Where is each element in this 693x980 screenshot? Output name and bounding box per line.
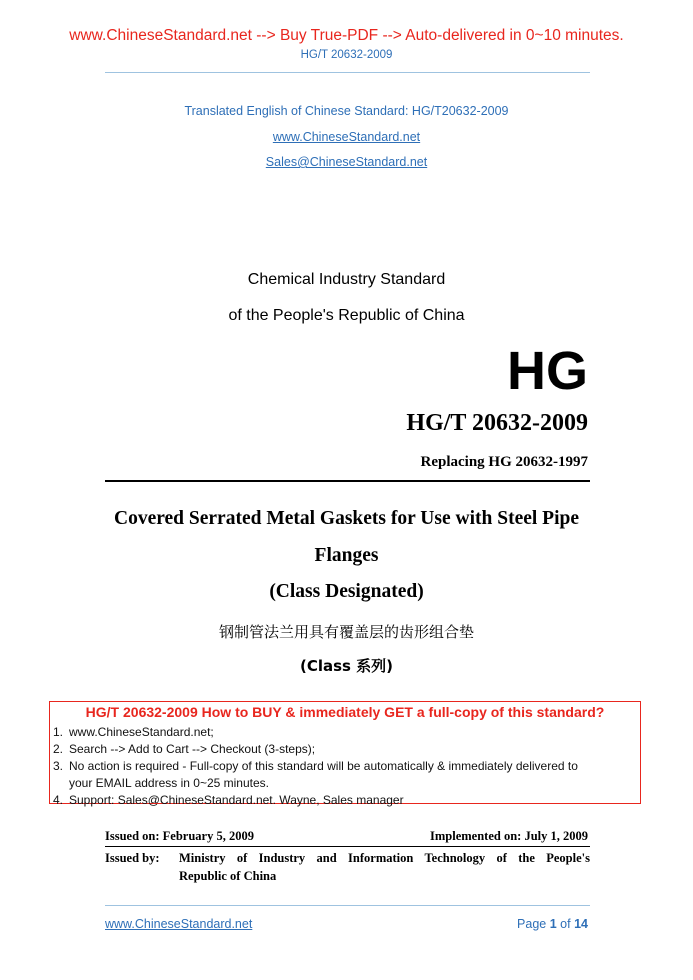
implemented-on: Implemented on: July 1, 2009 <box>430 829 588 843</box>
document-title-line1: Covered Serrated Metal Gaskets for Use with Steel Pipe <box>113 508 579 529</box>
hg-logo: HG <box>507 341 588 401</box>
document-title-line2: Flanges <box>314 545 379 566</box>
document-subtitle: (Class Designated) <box>269 581 424 602</box>
page-current: 1 <box>549 917 557 931</box>
intro-website-row <box>0 130 693 144</box>
intro-email-row <box>0 155 693 169</box>
chinese-class: (Class 系列) <box>299 657 394 675</box>
issued-on: Issued on: February 5, 2009 <box>105 829 254 843</box>
list-text: Support: Sales@ChineseStandard.net. Wayne, Sales manager <box>69 793 404 807</box>
list-text: your EMAIL address in 0~25 minutes. <box>69 776 269 790</box>
list-number: 2. <box>53 742 64 756</box>
list-text: Search --> Add to Cart --> Checkout (3-steps); <box>69 742 316 756</box>
standard-code: HG/T 20632-2009 <box>406 410 588 436</box>
issue-divider <box>105 846 590 847</box>
list-number: 4. <box>53 793 64 807</box>
list-item <box>53 724 578 741</box>
website-link[interactable]: www.ChineseStandard.net <box>272 130 421 144</box>
buy-box-title: HG/T 20632-2009 How to BUY & immediately GET a full-copy of this standard? <box>85 704 605 720</box>
page-total: 14 <box>574 917 588 931</box>
list-item <box>53 775 578 792</box>
list-item <box>53 792 578 809</box>
buy-info-box <box>49 701 641 807</box>
footer-website-link[interactable]: www.ChineseStandard.net <box>105 917 253 931</box>
list-text[interactable]: www.ChineseStandard.net; <box>69 725 214 739</box>
list-text: No action is required - Full-copy of this standard will be automatically & immediately delivered to <box>69 759 578 773</box>
list-item <box>53 741 578 758</box>
replacing-note: Replacing HG 20632-1997 <box>420 454 588 470</box>
chinese-title: 钢制管法兰用具有覆盖层的齿形组合垫 <box>218 623 474 641</box>
footer-divider <box>105 905 590 906</box>
page-prefix: Page <box>517 917 547 931</box>
email-link[interactable]: Sales@ChineseStandard.net <box>265 155 428 169</box>
translated-line: Translated English of Chinese Standard: HG/T20632-2009 <box>184 104 509 118</box>
issued-by-line2: Republic of China <box>179 869 277 883</box>
page-of: of <box>560 917 571 931</box>
header-banner: www.ChineseStandard.net --> Buy True-PDF --> Auto-delivered in 0~10 minutes. <box>69 27 624 44</box>
page-number <box>517 917 588 931</box>
list-item <box>53 758 578 775</box>
standard-type-line: Chemical Industry Standard <box>247 271 446 288</box>
list-number: 1. <box>53 725 64 739</box>
header-doc-code: HG/T 20632-2009 <box>300 49 393 61</box>
issued-by-label: Issued by: <box>105 851 160 865</box>
standard-country-line: of the People's Republic of China <box>228 307 465 324</box>
buy-steps-list <box>53 724 578 809</box>
list-number <box>53 775 69 792</box>
list-number: 3. <box>53 759 64 773</box>
title-divider <box>105 480 590 482</box>
header-divider <box>105 72 590 73</box>
issued-by-line1: Ministry of Industry and Information Technology of the People's <box>179 851 590 865</box>
